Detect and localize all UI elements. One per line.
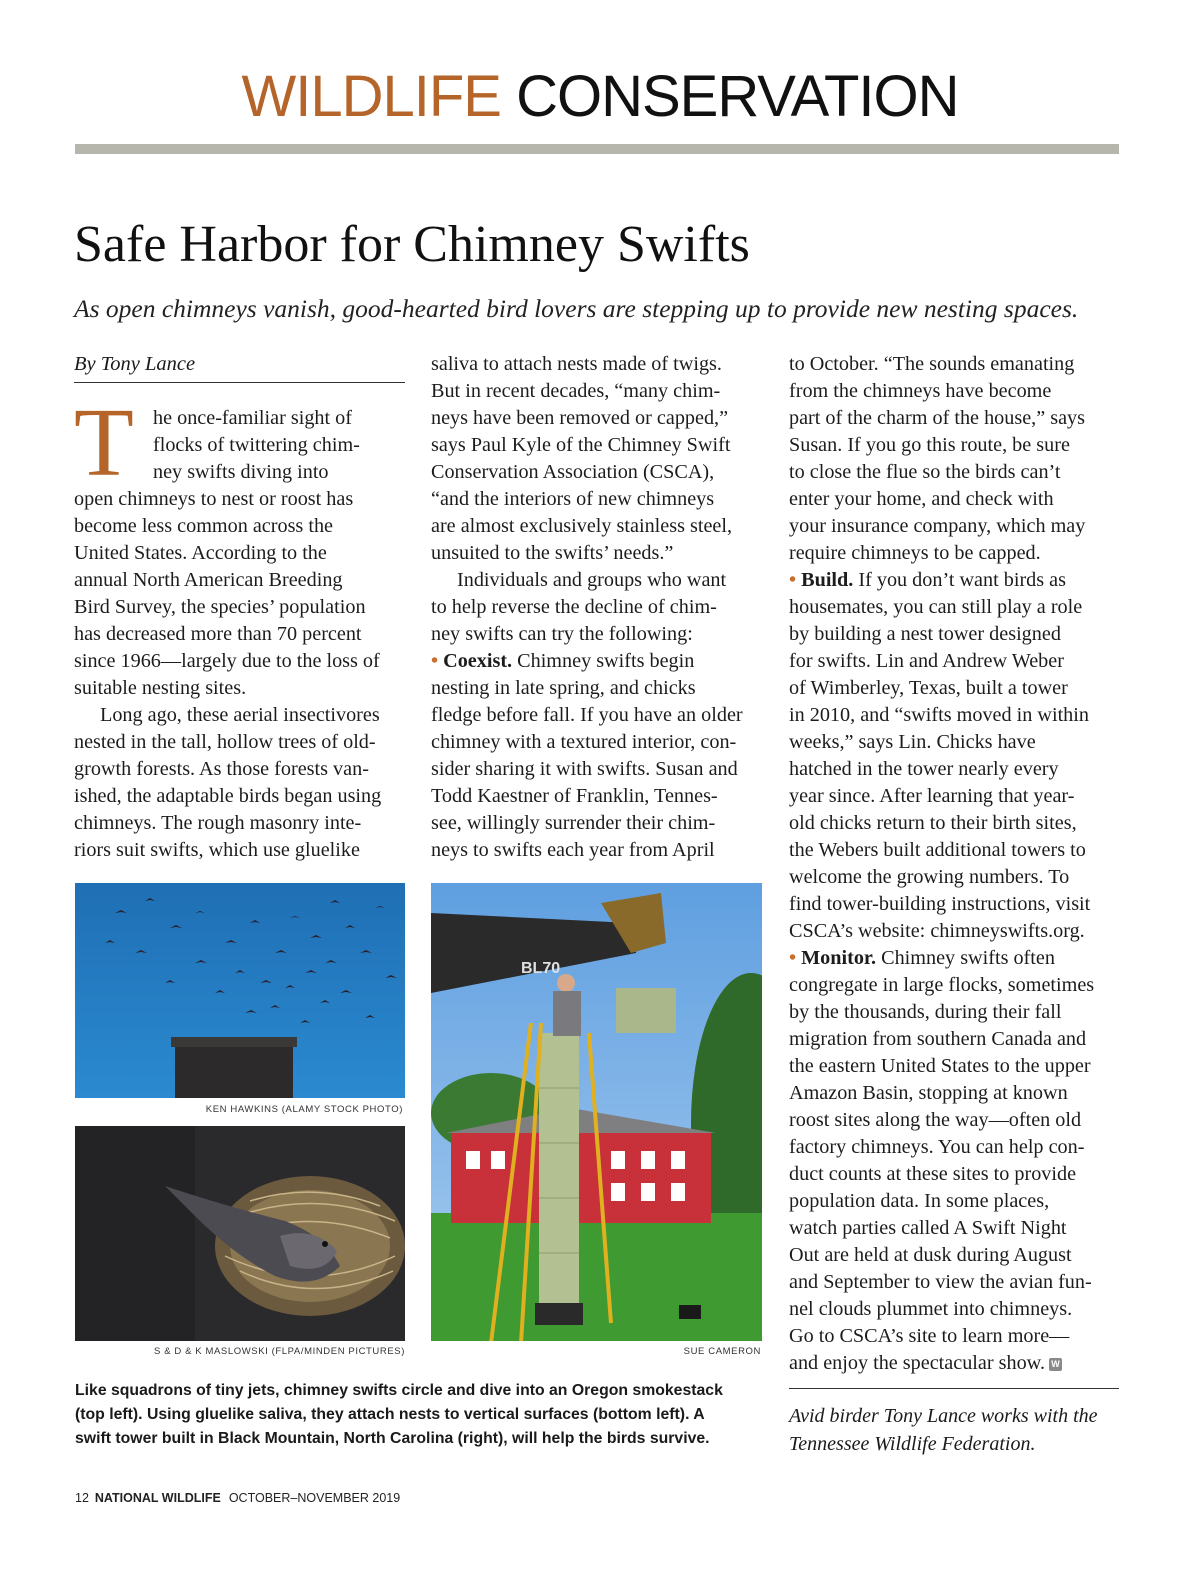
bullet-coexist (431, 648, 743, 675)
text-line: require chimneys to be capped. (789, 542, 1041, 564)
text-line: in 2010, and “swifts moved in within (789, 704, 1089, 726)
text-line: open chimneys to nest or roost has (74, 488, 354, 510)
text-line: factory chimneys. You can help con- (789, 1136, 1085, 1158)
text-line: neys have been removed or capped,” (431, 407, 729, 429)
article-deck: As open chimneys vanish, good-hearted bird lovers are stepping up to provide new nesting spaces. (74, 294, 1079, 323)
text-line: the Webers built additional towers to (789, 839, 1086, 861)
section-header (0, 62, 1200, 132)
bio-line: Tennessee Wildlife Federation. (789, 1433, 1036, 1455)
bio-rule (789, 1388, 1119, 1389)
photo-swift-tower-image (431, 883, 762, 1341)
text-line: Susan. If you go this route, be sure (789, 434, 1070, 456)
photo-swifts-smokestack (75, 883, 405, 1098)
text-line: Chimney swifts often (881, 947, 1055, 969)
excavator-label: BL70 (521, 960, 561, 977)
text-line: fledge before fall. If you have an older (431, 704, 743, 726)
text-line: enter your home, and check with (789, 488, 1054, 510)
text-line: hatched in the tower nearly every (789, 758, 1059, 780)
text-line: your insurance company, which may (789, 515, 1086, 537)
text-line: from the chimneys have become (789, 380, 1052, 402)
issue-date: OCTOBER–NOVEMBER 2019 (228, 1491, 401, 1505)
text-line: population data. In some places, (789, 1190, 1050, 1212)
text-line: chimney with a textured interior, con- (431, 731, 737, 753)
text-line: he once-familiar sight of (153, 407, 352, 429)
text-line: and enjoy the spectacular show. (789, 1352, 1045, 1374)
photo-caption (75, 1379, 775, 1451)
text-line: nesting in late spring, and chicks (431, 677, 696, 699)
bullet-monitor (789, 945, 1094, 972)
caption-line: (top left). Using gluelike saliva, they attach nests to vertical surfaces (bottom left). A (75, 1406, 705, 1423)
text-line: But in recent decades, “many chim- (431, 380, 721, 402)
magazine-name: NATIONAL WILDLIFE (94, 1491, 221, 1505)
header-rule (75, 144, 1119, 154)
byline: By Tony Lance (74, 353, 196, 375)
column-3-body (789, 351, 1094, 1377)
bullet-icon: • (789, 569, 797, 591)
text-line: for swifts. Lin and Andrew Weber (789, 650, 1064, 672)
bio-line: Avid birder Tony Lance works with the (789, 1405, 1098, 1427)
caption-line: Like squadrons of tiny jets, chimney swifts circle and dive into an Oregon smokestack (75, 1382, 723, 1399)
text-line: Go to CSCA’s site to learn more— (789, 1325, 1070, 1347)
column-1-body (74, 486, 381, 864)
text-line: ney swifts diving into (153, 461, 329, 483)
bullet-heading-monitor: Monitor. (801, 947, 877, 969)
text-line: to close the flue so the birds can’t (789, 461, 1061, 483)
text-line: find tower-building instructions, visit (789, 893, 1091, 915)
text-line: by the thousands, during their fall (789, 1001, 1062, 1023)
column-1-dropcap-lines (153, 405, 360, 486)
text-line: neys to swifts each year from April (431, 839, 715, 861)
end-mark-icon: W (1049, 1358, 1062, 1371)
text-line: see, willingly surrender their chim- (431, 812, 716, 834)
text-line: Long ago, these aerial insectivores (100, 704, 380, 726)
text-line: Out are held at dusk during August (789, 1244, 1072, 1266)
text-line: saliva to attach nests made of twigs. (431, 353, 722, 375)
text-line: has decreased more than 70 percent (74, 623, 362, 645)
text-line: Bird Survey, the species’ population (74, 596, 366, 618)
text-line: annual North American Breeding (74, 569, 343, 591)
bullet-heading-build: Build. (801, 569, 854, 591)
column-2-body (431, 351, 743, 864)
text-line: and September to view the avian fun- (789, 1271, 1092, 1293)
text-line: unsuited to the swifts’ needs.” (431, 542, 674, 564)
text-line: the eastern United States to the upper (789, 1055, 1091, 1077)
text-line: ished, the adaptable birds began using (74, 785, 382, 807)
text-line: Chimney swifts begin (517, 650, 695, 672)
author-bio (789, 1402, 1098, 1458)
text-line: riors suit swifts, which use gluelike (74, 839, 360, 861)
text-line: chimneys. The rough masonry inte- (74, 812, 362, 834)
photo-credit-right: SUE CAMERON (683, 1346, 761, 1357)
section-header-conservation: CONSERVATION (516, 64, 959, 129)
text-line: by building a nest tower designed (789, 623, 1061, 645)
text-line: nested in the tall, hollow trees of old- (74, 731, 376, 753)
text-line: ney swifts can try the following: (431, 623, 693, 645)
last-line (789, 1350, 1094, 1377)
text-line: If you don’t want birds as (858, 569, 1067, 591)
text-line: suitable nesting sites. (74, 677, 247, 699)
text-line: “and the interiors of new chimneys (431, 488, 715, 510)
text-line: watch parties called A Swift Night (789, 1217, 1067, 1239)
text-line: roost sites along the way—often old (789, 1109, 1082, 1131)
text-line: become less common across the (74, 515, 333, 537)
text-line: nel clouds plummet into chimneys. (789, 1298, 1073, 1320)
text-line: weeks,” says Lin. Chicks have (789, 731, 1036, 753)
photo-credit-top-left: KEN HAWKINS (ALAMY STOCK PHOTO) (205, 1104, 403, 1115)
text-line: United States. According to the (74, 542, 327, 564)
text-line: duct counts at these sites to provide (789, 1163, 1077, 1185)
photo-credit-bottom-left: S & D & K MASLOWSKI (FLPA/MINDEN PICTURES) (154, 1346, 405, 1357)
text-line: of Wimberley, Texas, built a tower (789, 677, 1068, 699)
text-line: year since. After learning that year- (789, 785, 1075, 807)
text-line: says Paul Kyle of the Chimney Swift (431, 434, 731, 456)
text-line: welcome the growing numbers. To (789, 866, 1070, 888)
text-line: old chicks return to their birth sites, (789, 812, 1077, 834)
text-line: Conservation Association (CSCA), (431, 461, 715, 483)
text-line: growth forests. As those forests van- (74, 758, 369, 780)
text-line: CSCA’s website: chimneyswifts.org. (789, 920, 1085, 942)
text-line: congregate in large flocks, sometimes (789, 974, 1095, 996)
text-line: Amazon Basin, stopping at known (789, 1082, 1068, 1104)
text-line: to October. “The sounds emanating (789, 353, 1075, 375)
bullet-build (789, 567, 1094, 594)
photo-swift-nest-image (75, 1126, 405, 1341)
text-line: sider sharing it with swifts. Susan and (431, 758, 738, 780)
photo-swifts-smokestack-image (75, 883, 405, 1098)
text-line: part of the charm of the house,” says (789, 407, 1085, 429)
section-header-wildlife: WILDLIFE (241, 64, 501, 129)
bullet-heading-coexist: Coexist. (443, 650, 513, 672)
bullet-icon: • (431, 650, 439, 672)
text-line: Todd Kaestner of Franklin, Tennes- (431, 785, 718, 807)
text-line: housemates, you can still play a role (789, 596, 1083, 618)
bullet-icon: • (789, 947, 797, 969)
page-number: 12 (75, 1491, 89, 1505)
text-line: to help reverse the decline of chim- (431, 596, 717, 618)
drop-cap: T (74, 389, 134, 497)
text-line: are almost exclusively stainless steel, (431, 515, 733, 537)
text-line: since 1966—largely due to the loss of (74, 650, 380, 672)
caption-line: swift tower built in Black Mountain, North Carolina (right), will help the birds survive. (75, 1430, 710, 1447)
text-line: Individuals and groups who want (457, 569, 727, 591)
article-title: Safe Harbor for Chimney Swifts (74, 216, 750, 273)
text-line: flocks of twittering chim- (153, 434, 360, 456)
page-footer (75, 1491, 400, 1505)
text-line: migration from southern Canada and (789, 1028, 1087, 1050)
photo-swift-tower (431, 883, 762, 1341)
photo-swift-nest (75, 1126, 405, 1341)
byline-rule (74, 382, 405, 383)
